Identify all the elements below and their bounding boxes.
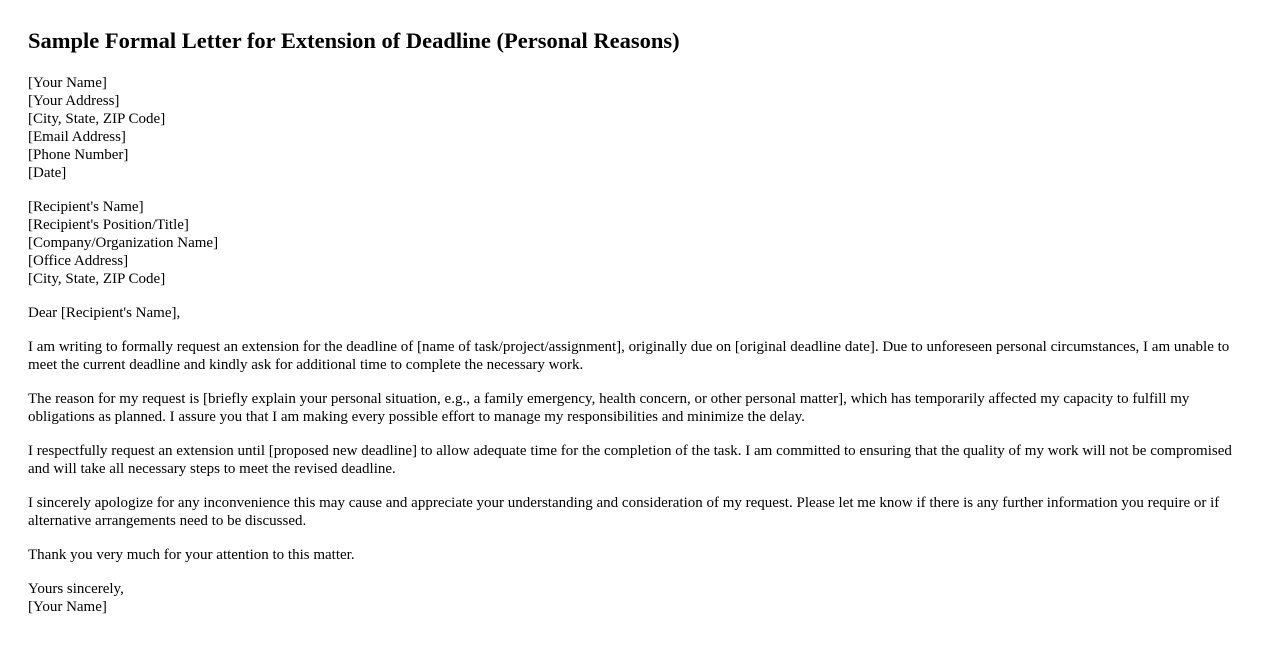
signature-name: [Your Name] xyxy=(28,599,107,615)
salutation: Dear [Recipient's Name], xyxy=(28,305,181,321)
sender-phone: [Phone Number] xyxy=(28,147,129,163)
recipient-position: [Recipient's Position/Title] xyxy=(28,217,189,233)
sender-address-block xyxy=(28,74,1250,182)
valediction: Yours sincerely, xyxy=(28,581,124,597)
closing-block xyxy=(28,580,1250,616)
sender-email: [Email Address] xyxy=(28,129,126,145)
body-paragraph-apology: I sincerely apologize for any inconvenience this may cause and appreciate your understanding and consideration of my request. Please let me know if there is any further information you require or if alternative arrangements need to be discussed. xyxy=(28,495,1220,529)
sender-city-state-zip: [City, State, ZIP Code] xyxy=(28,111,166,127)
page-title: Sample Formal Letter for Extension of Deadline (Personal Reasons) xyxy=(28,28,680,53)
sender-address: [Your Address] xyxy=(28,93,120,109)
body-paragraph-reason: The reason for my request is [briefly explain your personal situation, e.g., a family emergency, health concern, or other personal matter], which has temporarily affected my capacity to fulfill my obligations as planned. I assure you that I am making every possible effort to manage my responsibilities and minimize the delay. xyxy=(28,391,1190,425)
body-paragraph-thanks: Thank you very much for your attention to this matter. xyxy=(28,547,355,563)
recipient-name: [Recipient's Name] xyxy=(28,199,144,215)
recipient-address-block xyxy=(28,198,1250,288)
sender-name: [Your Name] xyxy=(28,75,107,91)
recipient-organization: [Company/Organization Name] xyxy=(28,235,219,251)
letter-date: [Date] xyxy=(28,165,67,181)
recipient-office-address: [Office Address] xyxy=(28,253,129,269)
body-paragraph-proposal: I respectfully request an extension until [proposed new deadline] to allow adequate time for the completion of the task. I am committed to ensuring that the quality of my work will not be compromised and will take all necessary steps to meet the revised deadline. xyxy=(28,443,1232,477)
body-paragraph-request: I am writing to formally request an extension for the deadline of [name of task/project/assignment], originally due on [original deadline date]. Due to unforeseen personal circumstances, I am unable to meet the current deadline and kindly ask for additional time to complete the necessary work. xyxy=(28,339,1230,373)
recipient-city-state-zip: [City, State, ZIP Code] xyxy=(28,271,166,287)
